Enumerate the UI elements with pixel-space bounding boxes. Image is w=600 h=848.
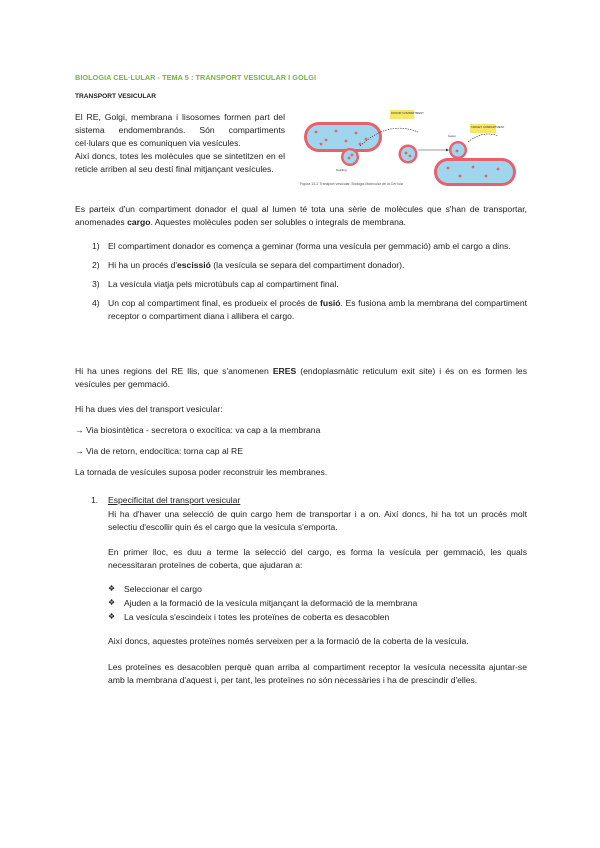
intro-paragraph	[75, 111, 285, 176]
step-text: El compartiment donador es comença a geminar (forma una vesícula per gemmació) amb el cargo a dins.	[108, 241, 511, 251]
cargo-paragraph-text-end: . Aquestes molècules poden ser solubles o integrals de membrana.	[150, 216, 407, 227]
intro-line-1: El RE, Golgi, membrana i lisosomes formen part del sistema endomembranós. Són compartiments cel·lulars que es comuniquen via vesícules.	[75, 112, 285, 148]
cargo-paragraph-text: Es parteix d'un compartiment donador el qual al lumen té tota una sèrie de molècules que s'han de transportar, anomenades	[75, 204, 527, 227]
list-item	[75, 240, 527, 253]
list-item	[75, 297, 527, 323]
figure-caption: Figura 13-2 Transport vesicular. Biologia Molecular de la Cèl·lula	[300, 182, 403, 186]
via-biosintetica: → Via biosintètica - secretora o exocítica: va cap a la membrana	[75, 425, 321, 435]
list-item	[75, 259, 527, 272]
via-retorn: → Via de retorn, endocítica: torna cap al RE	[75, 446, 243, 456]
section-paragraph-2: En primer lloc, es duu a terme la selecció del cargo, es forma la vesícula per gemmació, les quals necessitaran proteïnes de coberta, que ajudaran a:	[108, 547, 527, 570]
step-text: La vesícula viatja pels microtúbuls cap al compartiment final.	[108, 278, 339, 289]
donor-label: DONOR COMPARTMENT	[391, 111, 424, 115]
step-number: 1)	[92, 241, 100, 251]
transport-vesicle	[399, 145, 418, 164]
step-bold-term: escissió	[177, 259, 211, 270]
target-compartment	[434, 158, 516, 186]
eres-term: ERES	[272, 366, 297, 376]
tornada-paragraph: La tornada de vesícules suposa poder reconstruir les membranes.	[75, 467, 328, 477]
step-number: 4)	[92, 297, 100, 308]
step-text: Hi ha un procés d'	[108, 259, 177, 270]
bullet-diamond-icon: ❖	[108, 611, 116, 621]
donor-compartment	[304, 122, 382, 166]
eres-text: Hi ha unes regions del RE llis, que s'anomenen	[75, 366, 273, 376]
step-number: 3)	[92, 278, 100, 289]
bullet-text: Seleccionar el cargo	[124, 584, 202, 594]
bullet-text: Ajuden a la formació de la vesícula mitjançant la deformació de la membrana	[124, 597, 418, 608]
list-item	[108, 597, 527, 610]
bullet-diamond-icon: ❖	[108, 597, 116, 607]
step-text-end: (la vesícula se separa del compartiment donador).	[210, 259, 405, 270]
bullet-text: La vesícula s'escindeix i totes les proteïnes de coberta es desacoblen	[124, 611, 390, 622]
target-label: TARGET COMPARTMENT	[471, 125, 505, 129]
fusion-label: fusion	[448, 134, 457, 138]
list-item	[108, 583, 527, 596]
vesicular-transport-figure	[298, 106, 520, 190]
eres-text-end: (endoplasmàtic reticulum exit site) i és on es formen les vesícules per gemmació.	[75, 366, 527, 389]
section-number: 1.	[91, 495, 99, 505]
fusing-vesicle	[449, 141, 467, 159]
document-title: BIOLOGIA CEL·LULAR - TEMA 5 : TRANSPORT VESICULAR I GOLGI	[75, 73, 317, 82]
eres-paragraph	[75, 365, 527, 391]
section-subtitle: TRANSPORT VESICULAR	[75, 93, 156, 100]
section-paragraph-3: Així doncs, aquestes proteïnes només serveixen per a la formació de la coberta de la vesícula.	[108, 636, 469, 646]
section-heading-label: Especificitat del transport vesicular	[108, 495, 241, 505]
step-text-end: . Es fusiona amb la membrana del compartiment receptor o compartiment diana i allibera el cargo.	[108, 297, 527, 321]
list-item	[75, 278, 527, 291]
coat-protein-functions-list	[108, 583, 527, 625]
transport-steps-list	[75, 240, 527, 329]
bullet-diamond-icon: ❖	[108, 584, 116, 593]
cargo-term: cargo	[127, 216, 151, 227]
step-bold-term: fusió	[320, 297, 341, 308]
vias-intro: Hi ha dues vies del transport vesicular:	[75, 404, 223, 414]
section-paragraph-4: Les proteïnes es desacoblen perquè quan arriba al compartiment receptor la vesícula necessita ajuntar-se amb la membrana d'aquest i, per tant, les proteïnes no són necessàries i ha de prescindir d'elles.	[108, 662, 527, 685]
list-item	[108, 611, 527, 624]
intro-line-2: Així doncs, totes les molècules que se sintetitzen en el reticle arriben al seu destí final mitjançant vesícules.	[75, 150, 285, 174]
section-paragraph-1: Hi ha d'haver una selecció de quin cargo hem de transportar i a on. Així doncs, hi ha tot un procés molt selectiu d'escollir quin és el cargo que la vesícula s'emporta.	[108, 509, 527, 532]
step-number: 2)	[92, 259, 100, 270]
step-text: Un cop al compartiment final, es produeix el procés de	[108, 297, 320, 308]
budding-label: budding	[336, 168, 347, 172]
cargo-paragraph	[75, 203, 527, 229]
